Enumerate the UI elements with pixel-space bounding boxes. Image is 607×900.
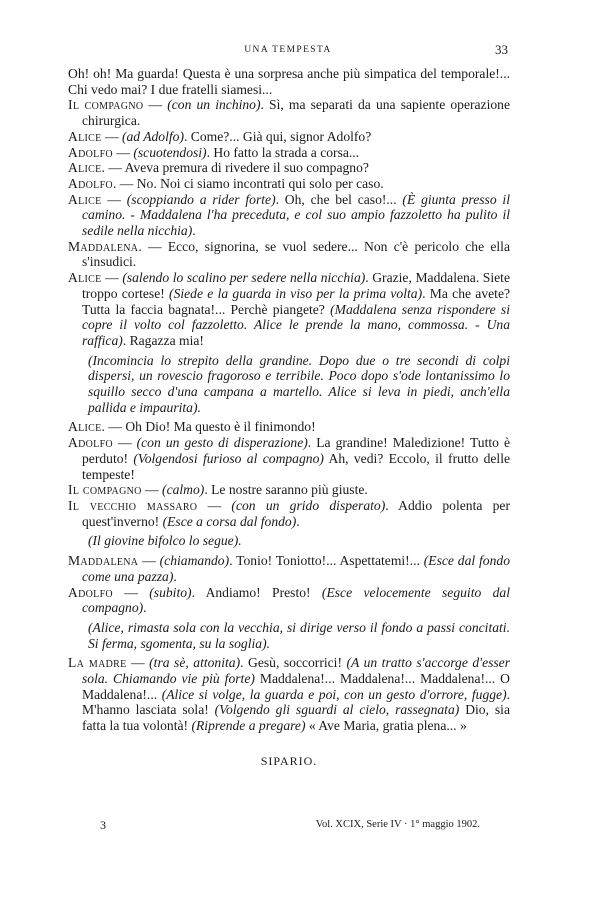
speaker: Il compagno xyxy=(68,97,144,113)
speaker: Adolfo xyxy=(68,584,113,600)
stage-direction-block: (Incomincia lo strepito della grandine. Dopo due o tre secondi di colpi dispersi, un rovescio fragoroso e terribile. Poco dopo s'ode lontanissimo lo squillo secco d'una campana a martello. Alice si leva in piedi, anch'ella pallida e impaurita). xyxy=(88,352,510,415)
stage-direction: (con un inchino) xyxy=(167,97,261,113)
stage-direction: (Volgendosi furioso al compagno) xyxy=(133,450,324,466)
dialogue-line: Alice. — Oh Dio! Ma questo è il finimondo! xyxy=(68,419,316,435)
speaker: Adolfo xyxy=(68,144,113,160)
page-number: 33 xyxy=(495,42,508,57)
dialogue-line: Adolfo — (scuotendosi). Ho fatto la strada a corsa... xyxy=(68,144,360,160)
page-header xyxy=(68,42,508,60)
stage-direction: (Maddalena senza rispondere si copre il volto col fazzoletto. Alice le prende la mano, commossa. - Una raffica) xyxy=(82,301,510,348)
speaker: Il vecchio massaro xyxy=(68,497,198,513)
dialogue-line: Alice — (salendo lo scalino per sedere nella nicchia). Grazie, Maddalena. Siete troppo cortese! (Siede e la guarda in viso per la prima volta). Ma che avete? Tutta la faccia bagnata!... Perchè piangete? (Maddalena senza rispondere si copre il volto col fazzoletto. Alice le prende la mano, commossa. - Una raffica). Ragazza mia! xyxy=(68,270,511,348)
stage-direction: (Esce dal fondo come una pazza) xyxy=(82,553,510,584)
dialogue-line: La madre — (tra sè, attonita). Gesù, soccorrici! (A un tratto s'accorge d'esser sola. Chiamando vie più forte) Maddalena!... Maddalena!... Maddalena!... O Maddalena!... (Alice si volge, la guarda e poi, con un gesto d'orrore, fugge). M'hanno lasciata sola! (Volgendo gli sguardi al cielo, rassegnata) Dio, sia fatta la tua volontà! (Riprende a pregare) « Ave Maria, gratia plena... » xyxy=(68,655,511,734)
stage-direction: (È giunta presso il camino. - Maddalena l'ha preceduta, e col suo ampio fazzoletto ha pulito il sedile nella nicchia) xyxy=(82,191,510,239)
page-footer xyxy=(100,818,480,836)
speaker: Adolfo xyxy=(68,435,113,451)
speaker: Adolfo xyxy=(68,175,113,191)
stage-direction: (Esce a corsa dal fondo) xyxy=(162,513,297,529)
stage-direction: (scuotendosi) xyxy=(133,144,207,160)
stage-direction: (tra sè, attonita) xyxy=(149,655,241,671)
dialogue-line: Adolfo — (con un gesto di disperazione). La grandine! Maledizione! Tutto è perduto! (Volgendosi furioso al compagno) Ah, vedi? Eccolo, il frutto delle tempeste! xyxy=(68,435,511,482)
stage-direction: (con un grido disperato) xyxy=(231,497,386,513)
dialogue-line: Adolfo — (subito). Andiamo! Presto! (Esce velocemente seguito dal compagno). xyxy=(68,584,510,616)
stage-direction: (subito) xyxy=(149,584,192,600)
printer-signature: 3 xyxy=(100,818,106,832)
curtain-line: SIPARIO. xyxy=(260,753,318,768)
speaker: Il compagno xyxy=(68,482,142,498)
stage-direction: (con un gesto di disperazione) xyxy=(136,435,308,451)
dialogue-line: Alice. — Aveva premura di rivedere il suo compagno? xyxy=(68,160,369,176)
stage-direction: (chiamando) xyxy=(159,553,230,569)
stage-direction: (salendo lo scalino per sedere nella nicchia) xyxy=(122,270,366,286)
stage-direction: (Alice si volge, la guarda e poi, con un gesto d'orrore, fugge) xyxy=(161,686,507,702)
page-body xyxy=(68,66,510,770)
stage-direction: (Siede e la guarda in viso per la prima volta) xyxy=(169,285,423,301)
speaker: Alice xyxy=(68,270,102,286)
dialogue-line: Oh! oh! Ma guarda! Questa è una sorpresa anche più simpatica del temporale!... Chi vedo mai? I due fratelli siamesi... xyxy=(68,66,510,97)
dialogue-line: Maddalena — (chiamando). Tonio! Toniotto!... Aspettatemi!... (Esce dal fondo come una pazza). xyxy=(68,553,510,584)
speaker: Alice xyxy=(68,191,102,207)
speaker: La madre xyxy=(68,655,127,671)
stage-direction: (Volgendo gli sguardi al cielo, rassegnata) xyxy=(214,702,460,718)
dialogue-line: Il compagno — (calmo). Le nostre saranno più giuste. xyxy=(68,482,368,498)
stage-direction: (A un tratto s'accorge d'esser sola. Chiamando vie più forte) xyxy=(82,655,511,687)
dialogue-line: Alice — (ad Adolfo). Come?... Già qui, signor Adolfo? xyxy=(68,128,372,144)
stage-direction: (Riprende a pregare) xyxy=(191,718,306,734)
speaker: Alice xyxy=(68,128,102,144)
stage-direction-block: (Il giovine bifolco lo segue). xyxy=(88,533,242,549)
speaker: Maddalena xyxy=(68,238,139,254)
speaker: Alice xyxy=(68,419,102,435)
dialogue-line: Maddalena. — Ecco, signorina, se vuol sedere... Non c'è pericolo che ella s'insudici. xyxy=(68,238,510,270)
dialogue-line: Adolfo. — No. Noi ci siamo incontrati qui solo per caso. xyxy=(68,175,384,191)
dialogue-line: Il vecchio massaro — (con un grido disperato). Addio polenta per quest'inverno! (Esce a corsa dal fondo). xyxy=(68,497,510,529)
stage-direction: (scoppiando a rider forte) xyxy=(126,191,276,207)
stage-direction: (Esce velocemente seguito dal compagno) xyxy=(82,584,510,616)
dialogue-line: Alice — (scoppiando a rider forte). Oh, che bel caso!... (È giunta presso il camino. - Maddalena l'ha preceduta, e col suo ampio fazzoletto ha pulito il sedile nella nicchia). xyxy=(68,191,510,239)
speaker: Maddalena xyxy=(68,553,139,569)
stage-direction-block: (Alice, rimasta sola con la vecchia, si dirige verso il fondo a passi concitati. Si ferma, sgomenta, su la soglia). xyxy=(88,619,510,651)
stage-direction: (calmo) xyxy=(162,482,205,498)
stage-direction: (ad Adolfo) xyxy=(121,128,184,144)
running-title: UNA TEMPESTA xyxy=(244,45,332,55)
dialogue-line: Il compagno — (con un inchino). Sì, ma separati da una sapiente operazione chirurgica. xyxy=(68,97,510,129)
volume-line: Vol. XCIX, Serie IV · 1° maggio 1902. xyxy=(315,819,480,830)
speaker: Alice xyxy=(68,160,102,176)
